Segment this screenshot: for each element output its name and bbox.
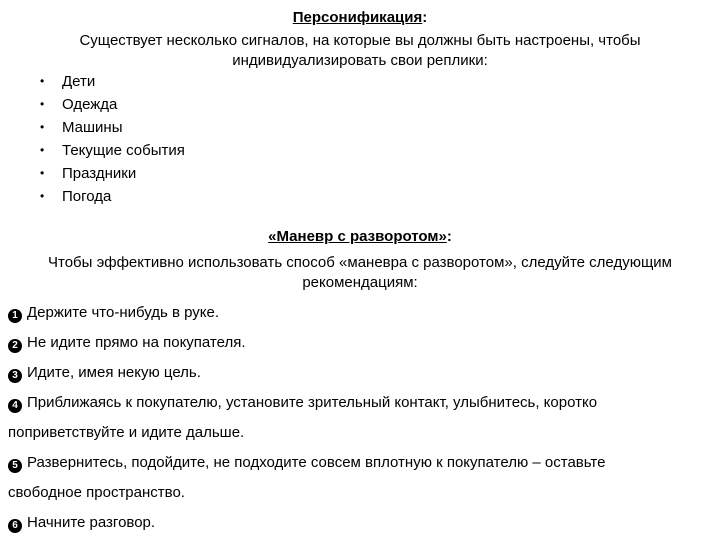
- list-item: [40, 139, 185, 162]
- bullet-icon: •: [40, 97, 45, 111]
- step-text: Приближаясь к покупателю, установите зрительный контакт, улыбнитесь, коротко: [27, 394, 598, 411]
- section-title-colon: :: [422, 9, 428, 26]
- bullet-icon: •: [40, 143, 45, 157]
- step-number-icon: 4: [8, 399, 22, 413]
- list-item: [40, 162, 185, 185]
- step-text: Начните разговор.: [27, 514, 156, 531]
- step-number-icon: 3: [8, 369, 22, 383]
- section-title-personalization: [0, 9, 720, 26]
- step-number-icon: 6: [8, 519, 22, 533]
- list-item: [40, 93, 185, 116]
- step-text: Не идите прямо на покупателя.: [27, 334, 246, 351]
- signal-list: [40, 70, 185, 208]
- section-intro-u-turn: Чтобы эффективно использовать способ «маневра с разворотом», следуйте следующим рекомендациям:: [48, 254, 672, 291]
- step-text-continued: свободное пространство.: [8, 484, 185, 501]
- list-item: [40, 70, 185, 93]
- bullet-icon: •: [40, 74, 45, 88]
- list-item-label: Машины: [62, 119, 123, 136]
- list-item-label: Одежда: [62, 96, 118, 113]
- list-item: [40, 185, 185, 208]
- section-intro-personalization: Существует несколько сигналов, на которые вы должны быть настроены, чтобы индивидуализировать свои реплики:: [79, 32, 641, 69]
- step-item: [8, 392, 708, 444]
- step-number-icon: 2: [8, 339, 22, 353]
- list-item-label: Погода: [62, 188, 112, 205]
- step-text: Держите что-нибудь в руке.: [27, 304, 220, 321]
- section-title-u-turn: [0, 228, 720, 245]
- list-item: [40, 116, 185, 139]
- step-text: Развернитесь, подойдите, не подходите совсем вплотную к покупателю – оставьте: [27, 454, 606, 471]
- section-title-colon: :: [446, 228, 452, 245]
- list-item-label: Текущие события: [62, 142, 185, 159]
- step-number-icon: 1: [8, 309, 22, 323]
- step-item: [8, 452, 708, 504]
- list-item-label: Дети: [62, 73, 96, 90]
- bullet-icon: •: [40, 120, 45, 134]
- bullet-icon: •: [40, 189, 45, 203]
- step-text: Идите, имея некую цель.: [27, 364, 201, 381]
- step-item: [8, 362, 708, 384]
- step-item: [8, 332, 708, 354]
- section-title-text: «Маневр с разворотом»: [268, 228, 447, 245]
- step-text-continued: поприветствуйте и идите дальше.: [8, 424, 245, 441]
- step-item: [8, 302, 708, 324]
- section-title-text: Персонификация: [292, 9, 423, 26]
- list-item-label: Праздники: [62, 165, 137, 182]
- step-number-icon: 5: [8, 459, 22, 473]
- step-list: [8, 302, 708, 534]
- bullet-icon: •: [40, 166, 45, 180]
- step-item: [8, 512, 708, 534]
